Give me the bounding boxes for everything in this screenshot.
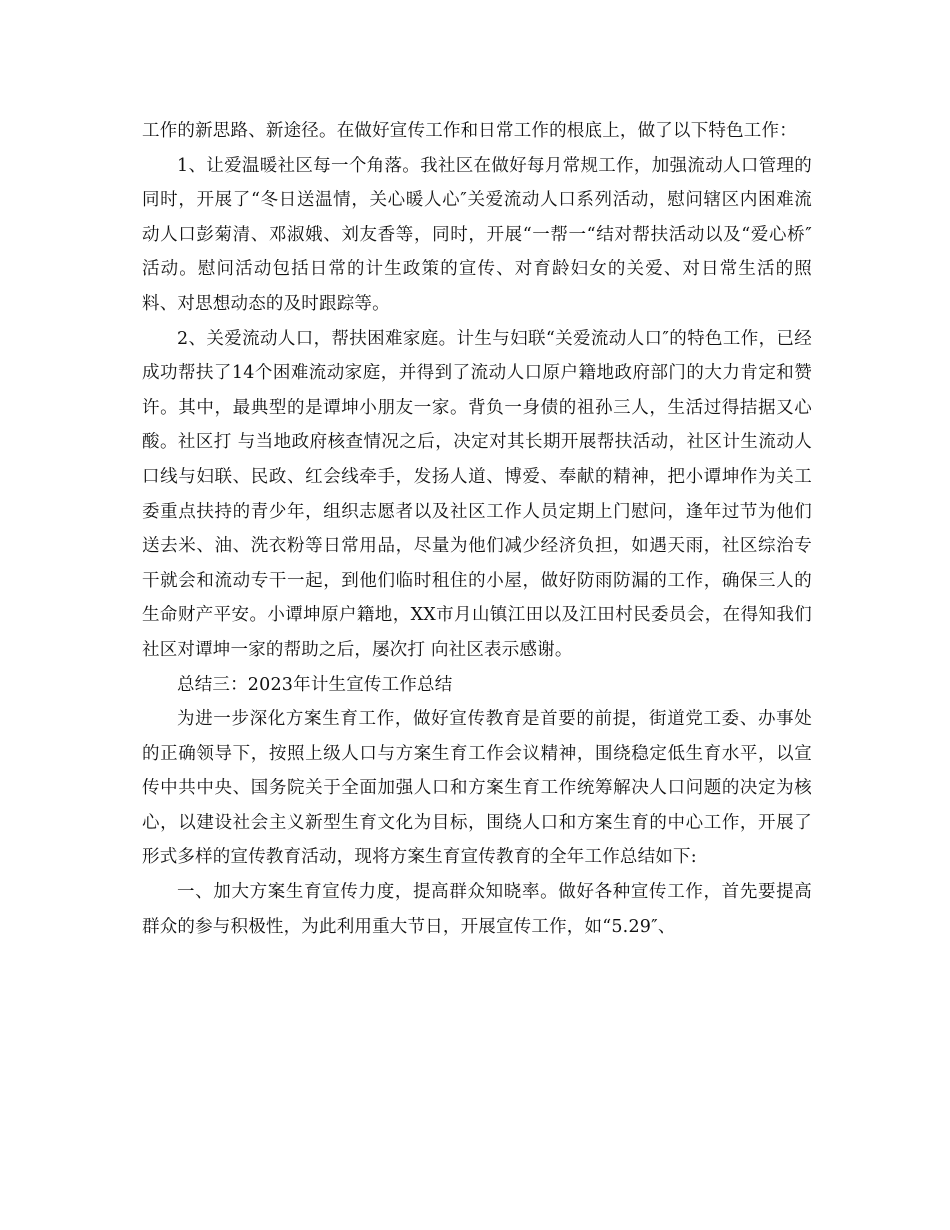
paragraph-point-1: 一、加大方案生育宣传力度，提高群众知晓率。做好各种宣传工作，首先要提高群众的参与积极性，为此利用重大节日，开展宣传工作，如“5.29″、 — [142, 882, 812, 937]
paragraph-intro: 为进一步深化方案生育工作，做好宣传教育是首要的前提，街道党工委、办事处的正确领导下，按照上级人口与方案生育工作会议精神，围绕稳定低生育水平，以宣传中共中央、国务院关于全面加强人口和方案生育工作统筹解决人口问题的决定为核心，以建设社会主义新型生育文化为目标，围绕人口和方案生育的中心工作，开展了形式多样的宣传教育活动，现将方案生育宣传教育的全年工作总结如下: — [142, 709, 812, 868]
section-heading: 总结三：2023年计生宣传工作总结 — [177, 674, 453, 695]
paragraph-item-2: 2、关爱流动人口，帮扶困难家庭。计生与妇联“关爱流动人口″的特色工作，已经成功帮扶了14个困难流动家庭，并得到了流动人口原户籍地政府部门的大力肯定和赞许。其中，最典型的是谭坤小朋友一家。背负一身债的祖孙三人，生活过得拮据又心酸。社区打 与当地政府核查情况之后，决定对其长期开展帮扶活动，社区计生流动人口线与妇联、民政、红会线牵手，发扬人道、博爱、奉献的精神，把小谭坤作为关工委重点扶持的青少年，组织志愿者以及社区工作人员定期上门慰问，逢年过节为他们送去米、油、洗衣粉等日常用品，尽量为他们减少经济负担，如遇天雨，社区综治专干就会和流动专干一起，到他们临时租住的小屋，做好防雨防漏的工作，确保三人的生命财产平安。小谭坤原户籍地，XX市月山镇江田以及江田村民委员会，在得知我们社区对谭坤一家的帮助之后，屡次打 向社区表示感谢。 — [142, 328, 812, 660]
paragraph-continuation: 工作的新思路、新途径。在做好宣传工作和日常工作的根底上，做了以下特色工作： — [142, 121, 797, 141]
paragraph-item-1: 1、让爱温暖社区每一个角落。我社区在做好每月常规工作，加强流动人口管理的同时，开展了“冬日送温情，关心暖人心″关爱流动人口系列活动，慰问辖区内困难流动人口彭菊清、邓淑娥、刘友香等，同时，开展“一帮一“结对帮扶活动以及“爱心桥″活动。慰问活动包括日常的计生政策的宣传、对育龄妇女的关爱、对日常生活的照料、对思想动态的及时跟踪等。 — [142, 155, 812, 314]
document-body — [142, 114, 812, 944]
